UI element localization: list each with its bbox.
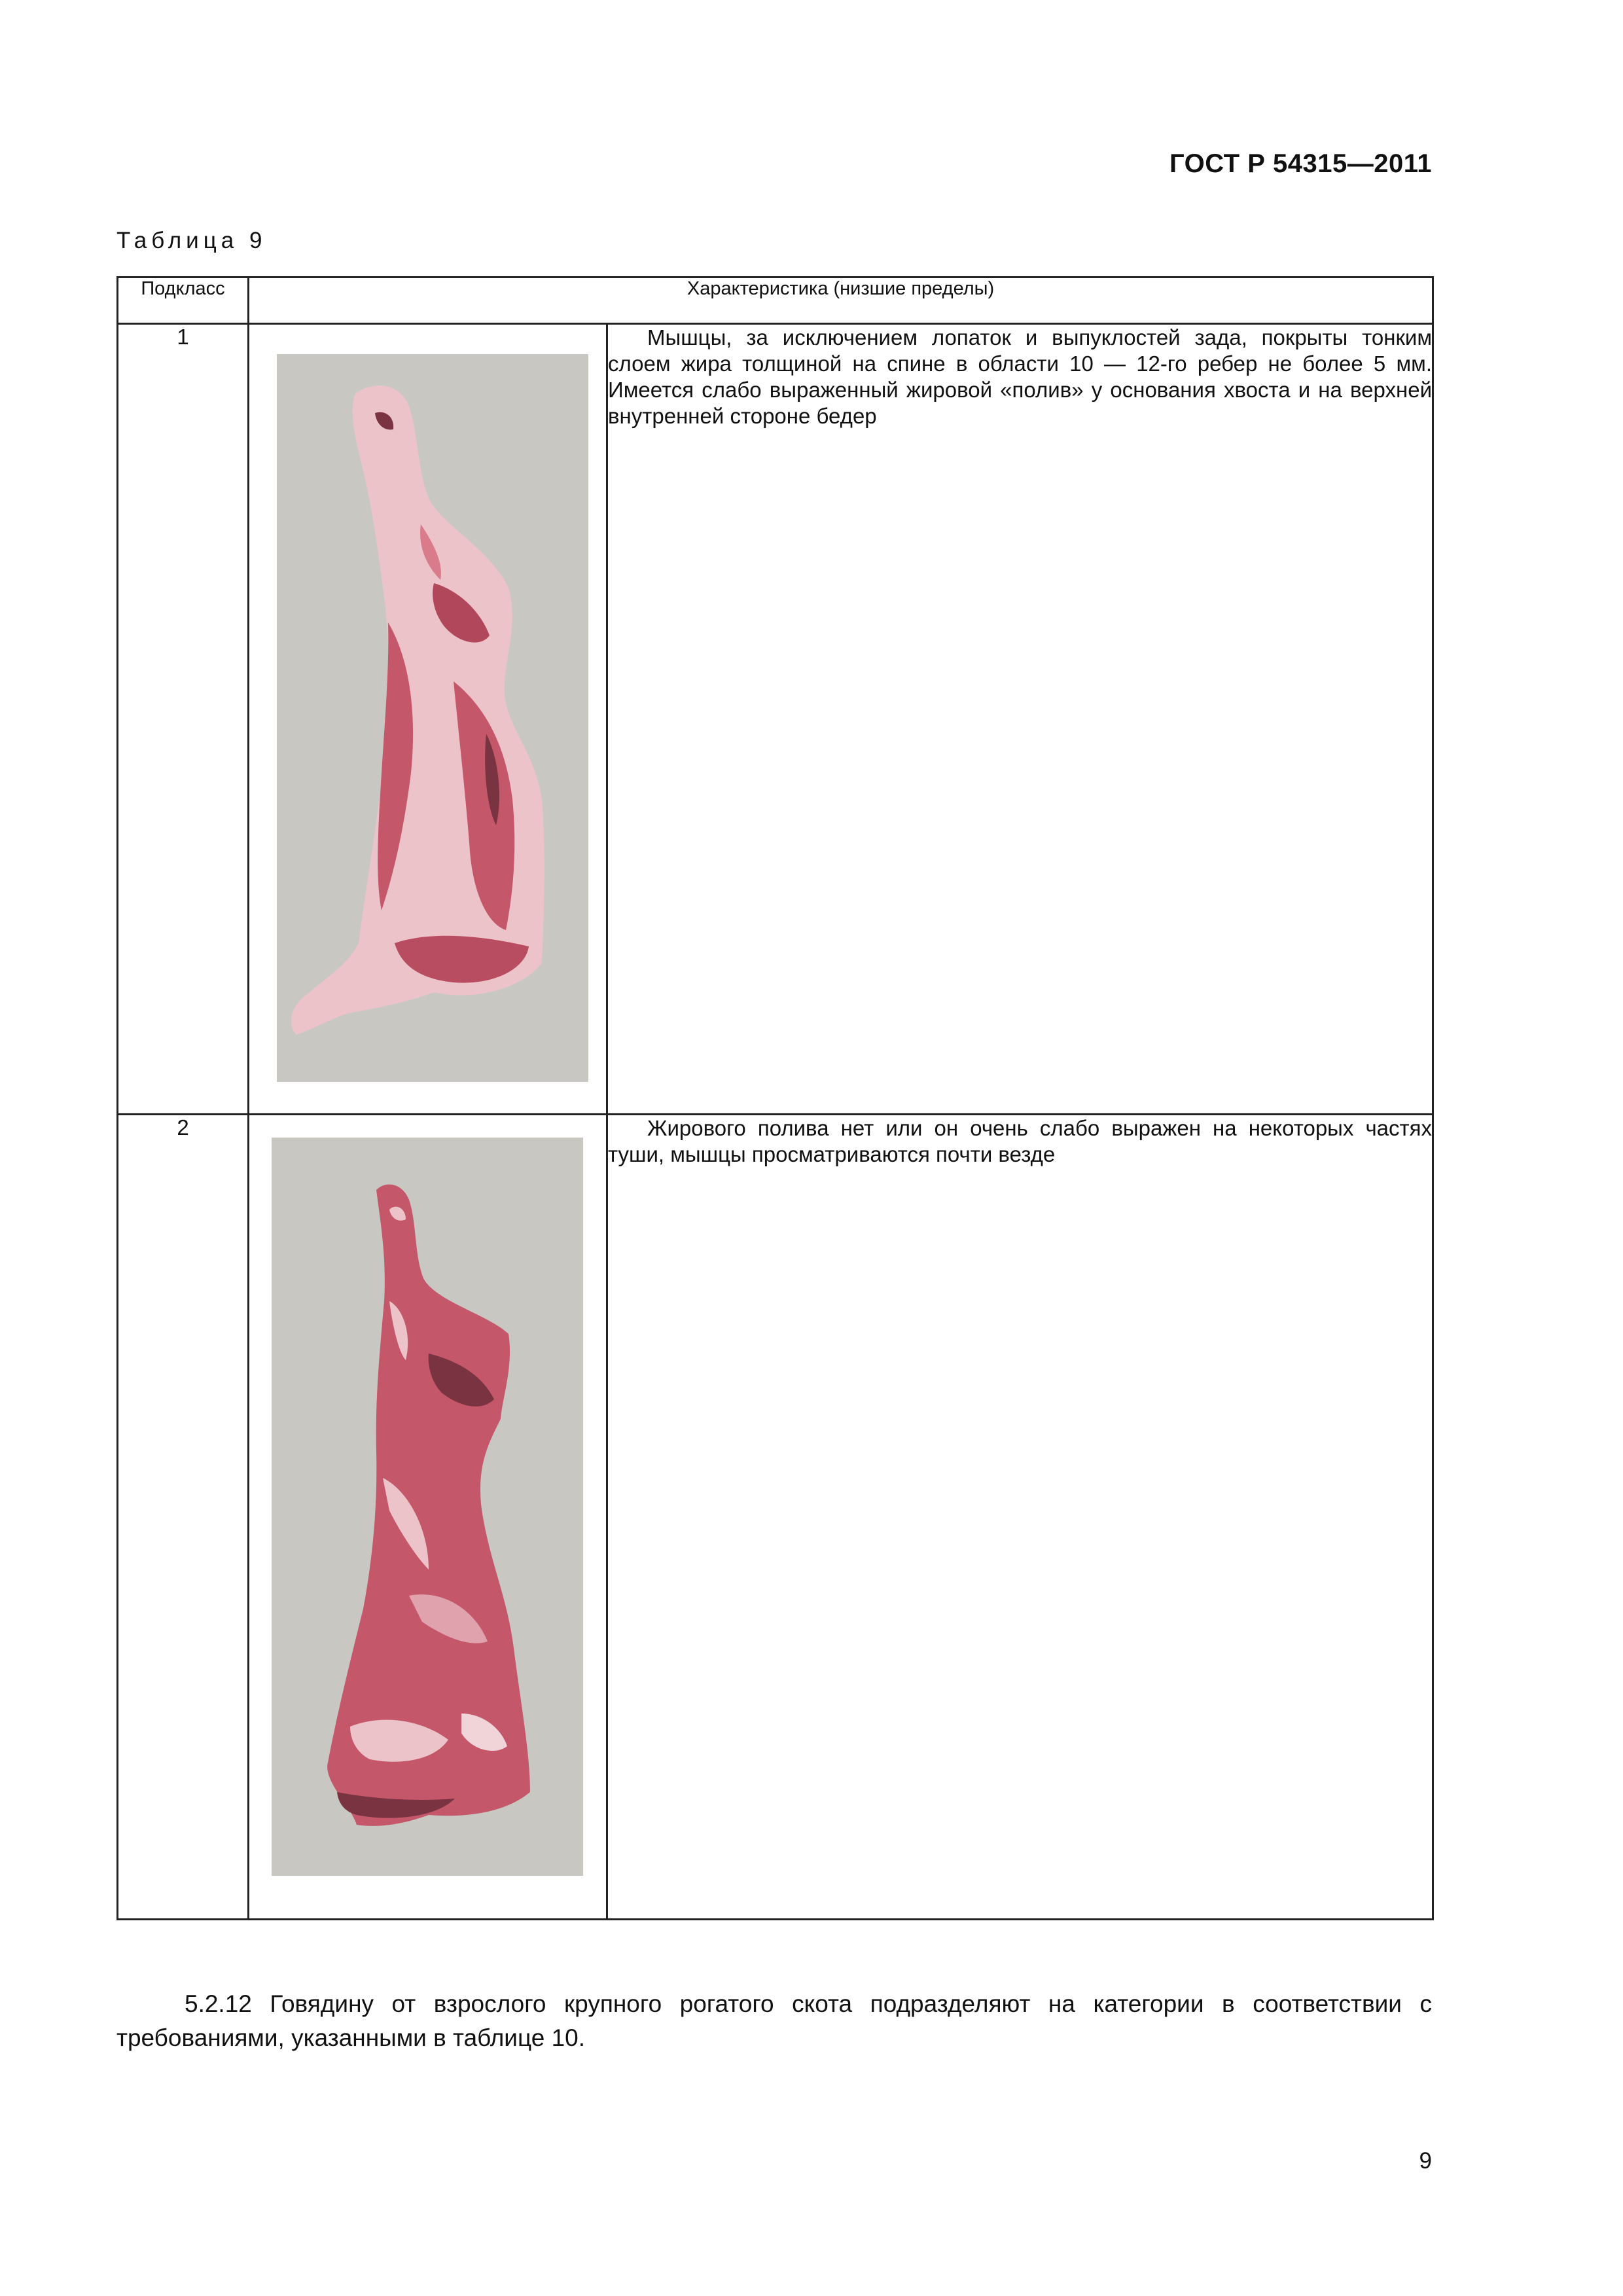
beef-carcass-photo (272, 1138, 583, 1876)
paragraph-text: 5.2.12 Говядину от взрослого крупного рогатого скота подразделяют на категории в соответствии с требованиями, указанными в таблице 10. (116, 1990, 1432, 2051)
table-row (118, 324, 1433, 1115)
carcass-2-image (272, 1138, 583, 1876)
page-number: 9 (1419, 2148, 1432, 2174)
characteristic-cell (607, 324, 1433, 1115)
carcass-1-image (277, 354, 588, 1082)
table-row (118, 1115, 1433, 1920)
characteristic-cell (607, 1115, 1433, 1920)
table-caption: Таблица 9 (116, 228, 267, 253)
header-subclass: Подкласс (118, 278, 249, 324)
table-header-row (118, 278, 1433, 324)
beef-carcass-photo (277, 354, 588, 1082)
body-paragraph (116, 1987, 1432, 2055)
characteristic-text: Мышцы, за исключением лопаток и выпуклостей зада, покрыты тонким слоем жира толщиной на спине в области 10 — 12-го ребер не более 5 мм. Имеется слабо выраженный жировой «полив» у основания хвоста и на верхней внутренней стороне бедер (608, 325, 1433, 428)
characteristic-text: Жирового полива нет или он очень слабо выражен на некоторых частях туши, мышцы просматриваются почти везде (608, 1116, 1433, 1166)
photo-cell (249, 1115, 607, 1920)
subclass-table (116, 276, 1434, 1920)
photo-cell (249, 324, 607, 1115)
header-characteristic: Характеристика (низшие пределы) (249, 278, 1433, 324)
subclass-number: 2 (118, 1115, 249, 1920)
document-code: ГОСТ Р 54315—2011 (1169, 149, 1432, 178)
subclass-number: 1 (118, 324, 249, 1115)
